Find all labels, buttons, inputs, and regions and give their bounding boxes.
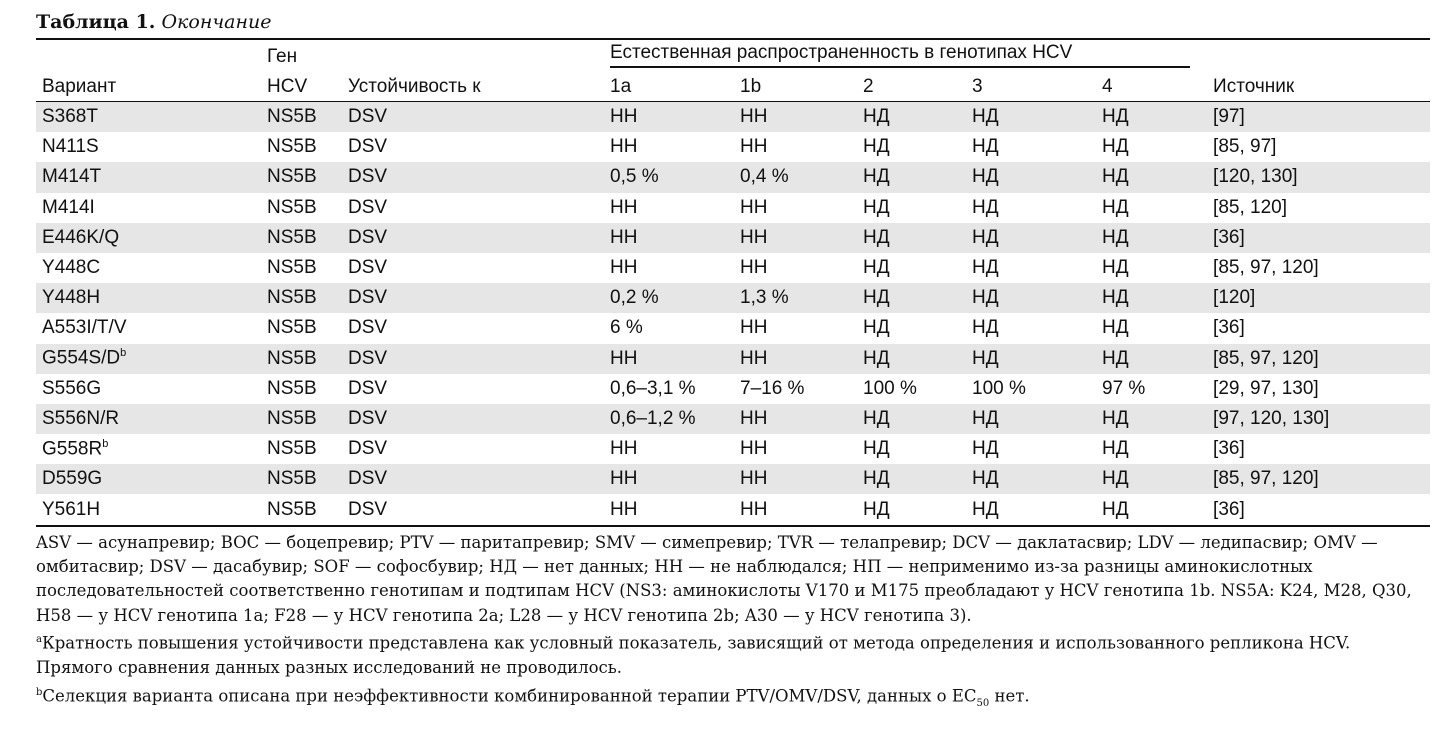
header-gene-line1: Ген	[267, 46, 298, 67]
cell-genotype-4-text: НД	[1102, 196, 1129, 218]
cell-genotype-3-text: НД	[972, 347, 999, 369]
cell-source-text: [36]	[1213, 498, 1245, 520]
cell-genotype-2-text: НД	[863, 136, 890, 158]
cell-genotype-4	[1096, 374, 1207, 404]
cell-genotype-2-text: НД	[863, 468, 890, 490]
cell-genotype-3	[966, 464, 1096, 494]
cell-resistance-text: DSV	[348, 407, 388, 429]
header-genotype-1b: 1b	[740, 76, 762, 97]
cell-genotype-1a	[604, 494, 734, 525]
cell-resistance-text: DSV	[348, 498, 388, 520]
cell-genotype-1b	[734, 344, 857, 374]
cell-source-text: [97, 120, 130]	[1213, 407, 1330, 429]
cell-variant-text: D559G	[42, 468, 103, 490]
cell-variant	[36, 162, 261, 192]
cell-genotype-1a	[604, 313, 734, 343]
cell-source	[1207, 132, 1430, 162]
cell-genotype-1a-text: 6 %	[610, 317, 643, 339]
header-resistance: Устойчивость к	[348, 76, 481, 97]
cell-source	[1207, 313, 1430, 343]
cell-gene-text: NS5B	[267, 407, 317, 429]
cell-variant-text: Y561H	[42, 498, 101, 520]
cell-source	[1207, 283, 1430, 313]
table-row	[36, 313, 1430, 343]
table-row	[36, 223, 1430, 253]
cell-genotype-3	[966, 253, 1096, 283]
footnote-mark: b	[102, 437, 109, 450]
cell-variant-text: S556N/R	[42, 407, 120, 429]
cell-genotype-2	[857, 132, 966, 162]
cell-resistance-text: DSV	[348, 347, 388, 369]
cell-resistance-text: DSV	[348, 468, 388, 490]
header-prevalence-group	[604, 39, 1207, 68]
cell-genotype-4	[1096, 162, 1207, 192]
cell-source-text: [85, 97, 120]	[1213, 257, 1319, 279]
cell-variant-text: E446K/Q	[42, 226, 120, 248]
cell-resistance-text: DSV	[348, 438, 388, 460]
cell-genotype-3-text: НД	[972, 226, 999, 248]
cell-genotype-2	[857, 313, 966, 343]
cell-genotype-3	[966, 344, 1096, 374]
cell-source-text: [36]	[1213, 226, 1245, 248]
cell-genotype-3	[966, 404, 1096, 434]
cell-resistance-text: DSV	[348, 136, 388, 158]
cell-genotype-2-text: НД	[863, 317, 890, 339]
cell-resistance	[342, 344, 604, 374]
cell-genotype-1a-text: НН	[610, 468, 638, 490]
cell-resistance-text: DSV	[348, 377, 388, 399]
cell-genotype-3	[966, 162, 1096, 192]
header-source: Источник	[1213, 76, 1295, 97]
cell-genotype-1b	[734, 283, 857, 313]
cell-genotype-3	[966, 223, 1096, 253]
table-row	[36, 253, 1430, 283]
cell-source	[1207, 162, 1430, 192]
cell-genotype-4-text: НД	[1102, 136, 1129, 158]
cell-variant	[36, 464, 261, 494]
cell-resistance	[342, 464, 604, 494]
cell-genotype-2-text: НД	[863, 166, 890, 188]
cell-genotype-2-text: НД	[863, 347, 890, 369]
cell-variant	[36, 404, 261, 434]
cell-genotype-1b-text: НН	[740, 317, 768, 339]
cell-variant-text: S556G	[42, 377, 102, 399]
cell-resistance	[342, 102, 604, 133]
cell-genotype-3-text: НД	[972, 317, 999, 339]
header-genotype-4: 4	[1102, 76, 1113, 97]
cell-genotype-1b-text: НН	[740, 257, 768, 279]
cell-resistance-text: DSV	[348, 106, 388, 128]
cell-genotype-3	[966, 313, 1096, 343]
cell-genotype-4-text: НД	[1102, 438, 1129, 460]
cell-genotype-4	[1096, 344, 1207, 374]
cell-variant-text: G558R	[42, 438, 103, 460]
cell-genotype-3	[966, 132, 1096, 162]
cell-gene	[261, 494, 342, 525]
cell-genotype-1a-text: НН	[610, 196, 638, 218]
cell-genotype-4-text: НД	[1102, 407, 1129, 429]
cell-genotype-4-text: НД	[1102, 287, 1129, 309]
cell-source-text: [85, 120]	[1213, 196, 1287, 218]
cell-resistance-text: DSV	[348, 166, 388, 188]
cell-genotype-1a-text: НН	[610, 106, 638, 128]
cell-genotype-4-text: НД	[1102, 166, 1129, 188]
cell-genotype-2	[857, 344, 966, 374]
cell-genotype-2	[857, 374, 966, 404]
page	[36, 6, 1430, 716]
table-row	[36, 132, 1430, 162]
cell-genotype-1b-text: НН	[740, 136, 768, 158]
cell-genotype-1b	[734, 132, 857, 162]
cell-genotype-1a	[604, 434, 734, 464]
cell-gene	[261, 404, 342, 434]
cell-genotype-3	[966, 283, 1096, 313]
cell-variant	[36, 223, 261, 253]
cell-genotype-1b-text: НН	[740, 106, 768, 128]
header-prevalence-label: Естественная распространенность в генотипах HCV	[610, 42, 1190, 68]
cell-genotype-1a	[604, 404, 734, 434]
cell-genotype-1a-text: НН	[610, 438, 638, 460]
footnote-mark: b	[120, 347, 127, 360]
cell-genotype-1b	[734, 434, 857, 464]
footnote-b	[36, 681, 1430, 716]
table-body	[36, 102, 1430, 526]
cell-genotype-1a-text: НН	[610, 347, 638, 369]
cell-variant	[36, 253, 261, 283]
cell-genotype-3-text: НД	[972, 498, 999, 520]
cell-gene-text: NS5B	[267, 287, 317, 309]
table-row	[36, 464, 1430, 494]
cell-gene-text: NS5B	[267, 136, 317, 158]
cell-gene	[261, 374, 342, 404]
cell-genotype-1a-text: 0,5 %	[610, 166, 659, 188]
cell-genotype-1b	[734, 253, 857, 283]
cell-genotype-2-text: НД	[863, 196, 890, 218]
cell-gene	[261, 102, 342, 133]
cell-genotype-1a-text: НН	[610, 226, 638, 248]
cell-gene-text: NS5B	[267, 257, 317, 279]
cell-resistance	[342, 162, 604, 192]
cell-genotype-2	[857, 102, 966, 133]
cell-gene-text: NS5B	[267, 377, 317, 399]
cell-genotype-2	[857, 253, 966, 283]
footnote-b-subscript: 50	[976, 697, 990, 709]
cell-genotype-4-text: НД	[1102, 226, 1129, 248]
cell-genotype-1a-text: 0,6–3,1 %	[610, 377, 696, 399]
cell-source	[1207, 494, 1430, 525]
cell-genotype-4-text: НД	[1102, 257, 1129, 279]
cell-genotype-4-text: НД	[1102, 498, 1129, 520]
table-row	[36, 344, 1430, 374]
table-row	[36, 374, 1430, 404]
cell-gene-text: NS5B	[267, 468, 317, 490]
cell-variant-text: S368T	[42, 106, 98, 128]
cell-source-text: [85, 97, 120]	[1213, 468, 1319, 490]
cell-resistance-text: DSV	[348, 196, 388, 218]
table-row	[36, 494, 1430, 525]
cell-genotype-2	[857, 404, 966, 434]
table-caption	[36, 6, 1430, 38]
cell-genotype-4-text: НД	[1102, 347, 1129, 369]
cell-genotype-4-text: НД	[1102, 317, 1129, 339]
cell-variant	[36, 132, 261, 162]
cell-gene-text: NS5B	[267, 106, 317, 128]
cell-genotype-1a	[604, 283, 734, 313]
cell-source-text: [85, 97, 120]	[1213, 347, 1319, 369]
cell-genotype-3-text: 100 %	[972, 377, 1026, 399]
cell-gene	[261, 132, 342, 162]
cell-source-text: [29, 97, 130]	[1213, 377, 1319, 399]
resistance-table	[36, 38, 1430, 527]
cell-source	[1207, 102, 1430, 133]
table-row	[36, 102, 1430, 133]
cell-genotype-4-text: НД	[1102, 106, 1129, 128]
cell-variant-text: M414T	[42, 166, 102, 188]
footnote-a	[36, 628, 1430, 680]
cell-genotype-1b-text: НН	[740, 226, 768, 248]
cell-source	[1207, 434, 1430, 464]
cell-variant	[36, 344, 261, 374]
cell-genotype-3	[966, 193, 1096, 223]
cell-gene-text: NS5B	[267, 226, 317, 248]
cell-genotype-2	[857, 283, 966, 313]
cell-genotype-1b	[734, 162, 857, 192]
cell-resistance-text: DSV	[348, 317, 388, 339]
cell-genotype-1a	[604, 464, 734, 494]
cell-source-text: [120, 130]	[1213, 166, 1298, 188]
cell-gene	[261, 283, 342, 313]
cell-gene	[261, 344, 342, 374]
cell-source	[1207, 344, 1430, 374]
cell-genotype-4	[1096, 494, 1207, 525]
footnote-b-text: Селекция варианта описана при неэффективности комбинированной терапии PTV/OMV/DSV, данных о EC	[42, 686, 977, 706]
cell-genotype-1a	[604, 162, 734, 192]
cell-genotype-2-text: НД	[863, 106, 890, 128]
cell-genotype-3-text: НД	[972, 287, 999, 309]
cell-gene-text: NS5B	[267, 438, 317, 460]
cell-gene	[261, 223, 342, 253]
cell-variant	[36, 193, 261, 223]
header-genotype-3: 3	[972, 76, 983, 97]
table-header	[36, 39, 1430, 102]
cell-genotype-2-text: НД	[863, 438, 890, 460]
cell-genotype-2	[857, 494, 966, 525]
cell-resistance	[342, 494, 604, 525]
cell-variant-text: A553I/T/V	[42, 317, 127, 339]
cell-genotype-3	[966, 102, 1096, 133]
cell-gene	[261, 464, 342, 494]
caption-number: Таблица 1.	[36, 11, 156, 33]
table-row	[36, 404, 1430, 434]
table-row	[36, 283, 1430, 313]
cell-genotype-1a	[604, 193, 734, 223]
header-genotype-1a: 1a	[610, 76, 632, 97]
cell-genotype-2-text: НД	[863, 257, 890, 279]
cell-genotype-4	[1096, 313, 1207, 343]
cell-variant-text: N411S	[42, 136, 99, 158]
cell-genotype-3	[966, 494, 1096, 525]
cell-variant	[36, 494, 261, 525]
cell-genotype-4	[1096, 434, 1207, 464]
cell-genotype-1b-text: НН	[740, 438, 768, 460]
cell-gene	[261, 253, 342, 283]
cell-genotype-2	[857, 464, 966, 494]
cell-genotype-2	[857, 162, 966, 192]
footnote-a-text: Кратность повышения устойчивости представлена как условный показатель, зависящий от метода определения и использованного репликона HCV. Прямого сравнения данных разных исследований не проводилось.	[36, 633, 1351, 678]
cell-genotype-4	[1096, 102, 1207, 133]
cell-genotype-2-text: НД	[863, 287, 890, 309]
cell-gene	[261, 313, 342, 343]
cell-resistance-text: DSV	[348, 257, 388, 279]
cell-genotype-3-text: НД	[972, 407, 999, 429]
cell-source	[1207, 193, 1430, 223]
cell-genotype-2	[857, 434, 966, 464]
cell-gene	[261, 193, 342, 223]
header-gene-line2: HCV	[267, 76, 308, 97]
cell-gene	[261, 434, 342, 464]
cell-genotype-1b	[734, 374, 857, 404]
cell-gene-text: NS5B	[267, 196, 317, 218]
cell-source	[1207, 223, 1430, 253]
cell-source-text: [120]	[1213, 287, 1256, 309]
cell-genotype-2-text: 100 %	[863, 377, 917, 399]
cell-genotype-2-text: НД	[863, 498, 890, 520]
cell-genotype-1b	[734, 464, 857, 494]
cell-genotype-1b	[734, 223, 857, 253]
cell-variant	[36, 102, 261, 133]
table-row	[36, 434, 1430, 464]
cell-genotype-1a	[604, 253, 734, 283]
cell-gene-text: NS5B	[267, 347, 317, 369]
header-genotype-2: 2	[863, 76, 874, 97]
cell-genotype-4	[1096, 464, 1207, 494]
cell-genotype-1a-text: НН	[610, 498, 638, 520]
header-variant: Вариант	[42, 76, 117, 97]
cell-genotype-1a-text: 0,6–1,2 %	[610, 407, 696, 429]
cell-gene-text: NS5B	[267, 166, 317, 188]
caption-subtitle: Окончание	[161, 11, 272, 33]
cell-source-text: [36]	[1213, 438, 1245, 460]
cell-genotype-1b-text: 1,3 %	[740, 287, 789, 309]
cell-source	[1207, 464, 1430, 494]
cell-genotype-3-text: НД	[972, 468, 999, 490]
cell-genotype-1a-text: 0,2 %	[610, 287, 659, 309]
cell-variant	[36, 374, 261, 404]
abbreviations-note: ASV — асунапревир; BOC — боцепревир; PTV — паритапревир; SMV — симепревир; TVR — телапревир; DCV — даклатасвир; LDV — ледипасвир; OMV — омбитасвир; DSV — дасабувир; SOF — софосбувир; НД — нет данных; НН — не наблюдался; НП — неприменимо из-за разницы аминокислотных последовательностей соответственно генотипам и подтипам HCV (NS3: аминокислоты V170 и M175 преобладают у HCV генотипа 1b. NS5A: K24, M28, Q30, H58 — у HCV генотипа 1a; F28 — у HCV генотипа 2a; L28 — у HCV генотипа 2b; A30 — у HCV генотипа 3).	[36, 532, 1412, 625]
cell-gene-text: NS5B	[267, 317, 317, 339]
cell-resistance-text: DSV	[348, 226, 388, 248]
cell-resistance	[342, 374, 604, 404]
cell-genotype-3-text: НД	[972, 438, 999, 460]
cell-genotype-2	[857, 193, 966, 223]
table-row	[36, 193, 1430, 223]
cell-genotype-3	[966, 434, 1096, 464]
cell-variant	[36, 283, 261, 313]
cell-genotype-1b-text: 0,4 %	[740, 166, 789, 188]
cell-resistance-text: DSV	[348, 287, 388, 309]
cell-genotype-4	[1096, 253, 1207, 283]
cell-genotype-4	[1096, 404, 1207, 434]
cell-genotype-1b	[734, 102, 857, 133]
cell-genotype-1a	[604, 374, 734, 404]
cell-gene-text: NS5B	[267, 498, 317, 520]
cell-gene	[261, 162, 342, 192]
table-row	[36, 162, 1430, 192]
cell-genotype-1b	[734, 494, 857, 525]
cell-genotype-2-text: НД	[863, 226, 890, 248]
cell-genotype-4	[1096, 223, 1207, 253]
cell-genotype-1a-text: НН	[610, 136, 638, 158]
cell-genotype-1a	[604, 223, 734, 253]
cell-resistance	[342, 253, 604, 283]
cell-genotype-1b	[734, 404, 857, 434]
cell-genotype-4-text: НД	[1102, 468, 1129, 490]
cell-resistance	[342, 313, 604, 343]
cell-source-text: [36]	[1213, 317, 1245, 339]
footnote-b-mark: b	[36, 686, 43, 698]
cell-genotype-1b	[734, 313, 857, 343]
cell-genotype-1b-text: НН	[740, 468, 768, 490]
cell-source	[1207, 374, 1430, 404]
cell-genotype-3-text: НД	[972, 196, 999, 218]
footnote-a-mark: a	[36, 634, 42, 646]
cell-genotype-3-text: НД	[972, 166, 999, 188]
cell-variant	[36, 313, 261, 343]
cell-genotype-1a	[604, 102, 734, 133]
cell-genotype-1b-text: НН	[740, 347, 768, 369]
cell-source-text: [97]	[1213, 106, 1245, 128]
cell-resistance	[342, 132, 604, 162]
cell-resistance	[342, 283, 604, 313]
cell-genotype-1a-text: НН	[610, 257, 638, 279]
cell-genotype-3-text: НД	[972, 106, 999, 128]
cell-genotype-1b-text: 7–16 %	[740, 377, 805, 399]
cell-variant-text: M414I	[42, 196, 95, 218]
cell-variant-text: Y448C	[42, 257, 101, 279]
cell-genotype-1a	[604, 132, 734, 162]
cell-genotype-2-text: НД	[863, 407, 890, 429]
cell-resistance	[342, 193, 604, 223]
cell-genotype-1b-text: НН	[740, 498, 768, 520]
cell-genotype-1b-text: НН	[740, 196, 768, 218]
cell-variant	[36, 434, 261, 464]
cell-source	[1207, 404, 1430, 434]
cell-resistance	[342, 434, 604, 464]
cell-genotype-4-text: 97 %	[1102, 377, 1146, 399]
cell-genotype-3-text: НД	[972, 136, 999, 158]
cell-genotype-1b	[734, 193, 857, 223]
cell-genotype-2	[857, 223, 966, 253]
cell-resistance	[342, 223, 604, 253]
cell-variant-text: Y448H	[42, 287, 101, 309]
footnote-b-end: нет.	[989, 686, 1030, 706]
cell-genotype-4	[1096, 132, 1207, 162]
cell-genotype-3-text: НД	[972, 257, 999, 279]
table-notes	[36, 531, 1430, 716]
cell-genotype-1a	[604, 344, 734, 374]
cell-genotype-3	[966, 374, 1096, 404]
cell-genotype-4	[1096, 193, 1207, 223]
cell-genotype-1b-text: НН	[740, 407, 768, 429]
cell-genotype-4	[1096, 283, 1207, 313]
cell-source-text: [85, 97]	[1213, 136, 1277, 158]
cell-resistance	[342, 404, 604, 434]
cell-variant-text: G554S/D	[42, 347, 121, 369]
cell-source	[1207, 253, 1430, 283]
